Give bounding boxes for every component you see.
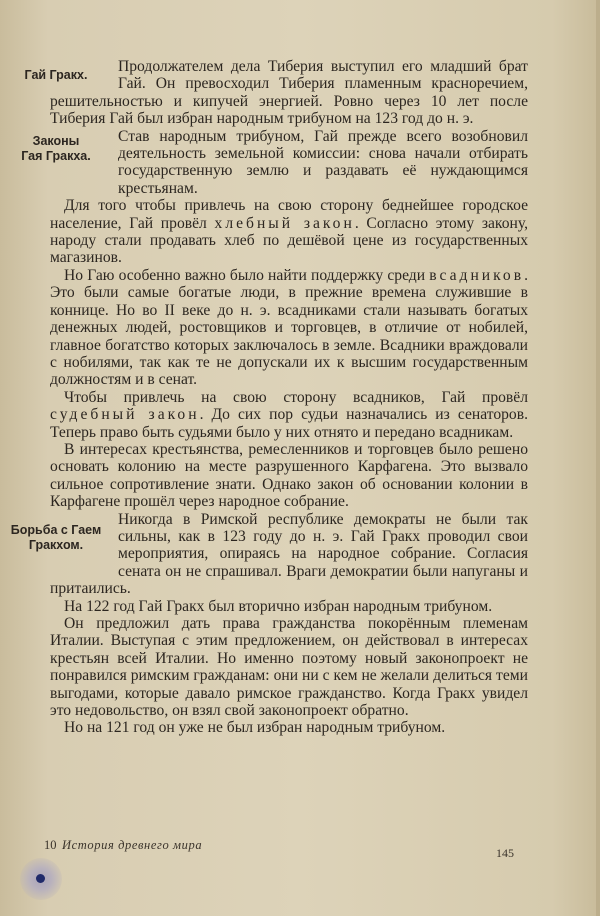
text-fragment: Для того чтобы привлечь на свою сторону беднейшее городское население, Гай провёл bbox=[50, 197, 528, 232]
library-stamp bbox=[20, 858, 62, 900]
paragraph-text: Продолжателем дела Тиберия выступил его младший брат Гай. Он превосходил Тиберия пламенным красноречием, решительностью и кипучей энергией. Ровно через 10 лет после Тиберия Гай был избран народным трибуном на 123 год до н. э. bbox=[50, 58, 528, 128]
margin-note-laws-line2: Гая Гракха. bbox=[21, 148, 91, 163]
text-fragment: . Согласно этому закону, народу стали продавать хлеб по дешёвой цене из государственных магазинов. bbox=[50, 214, 528, 267]
paragraph-grain-law bbox=[50, 197, 528, 267]
text-fragment: Но Гаю особенно важно было найти поддержку среди bbox=[64, 266, 430, 284]
main-text bbox=[10, 58, 528, 737]
term-equites: всадников bbox=[429, 266, 525, 284]
margin-note-struggle-line1: Борьба с Гаем bbox=[10, 522, 102, 537]
paragraph-not-elected: Но на 121 год он уже не был избран народным трибуном. bbox=[64, 719, 446, 737]
paragraph-struggle bbox=[10, 510, 528, 598]
page-number: 145 bbox=[496, 846, 514, 860]
paragraph-gai-grakh bbox=[24, 58, 528, 128]
paragraph-second-term: На 122 год Гай Гракх был вторично избран народным трибуном. bbox=[64, 597, 493, 615]
text-fragment: . Это были самые богатые люди, в прежние времена служившие в коннице. Но во II веке до н. э. всадниками стали называть богатых денежных людей, ростовщиков и торговцев, в отличие от нобилей, главное богатство которых заключалось в земле. Всадники враждовали с нобилями, так как те не допускали их к высшим государственным должностям и в сенат. bbox=[50, 266, 528, 389]
margin-note-laws bbox=[0, 134, 112, 186]
text-fragment: Чтобы привлечь на свою сторону всадников, Гай провёл bbox=[64, 388, 528, 406]
paragraph-judicial-law bbox=[50, 389, 528, 441]
paragraph-equites bbox=[50, 267, 528, 389]
paragraph-laws bbox=[21, 127, 528, 198]
paragraph-text: Никогда в Римской республике демократы не были так сильны, как в 123 году до н. э. Гай Гракх проводил свои мероприятия, опираясь на народное собрание. Согласия сената он не спрашивал. Враги демократии были напуганы и притаились. bbox=[50, 510, 528, 598]
term-grain-law: хлебный закон bbox=[214, 214, 355, 232]
stamp-ink-dot bbox=[36, 874, 45, 883]
page-edge bbox=[596, 0, 600, 916]
margin-note-laws-line1: Законы bbox=[32, 133, 80, 148]
signature-number: 10 bbox=[44, 838, 57, 852]
margin-note-struggle bbox=[0, 523, 112, 577]
text-fragment: . До сих пор судьи назначались из сенаторов. Теперь право быть судьями было у них отнято и передано всадникам. bbox=[50, 406, 528, 441]
signature-title: История древнего мира bbox=[62, 838, 203, 852]
margin-note-struggle-line2: Гракхом. bbox=[28, 537, 84, 552]
paragraph-carthage-colony: В интересах крестьянства, ремесленников и торговцев было решено основать колонию на месте разрушенного Карфагена. Это вызвало сильное сопротивление знати. Однако закон об основании колонии в Карфагене прошёл через народное собрание. bbox=[50, 440, 528, 511]
paragraph-text: Став народным трибуном, Гай прежде всего возобновил деятельность земельной комиссии: снова начали отбирать государственную землю и раздавать её нуждающимся крестьянам. bbox=[118, 127, 528, 197]
term-judicial-law: судебный закон bbox=[50, 406, 200, 424]
paragraph-citizenship: Он предложил дать права гражданства покорённым племенам Италии. Выступая с этим предложением, он действовал в интересах крестьян всей Италии. Но именно поэтому новый законопроект не понравился римским гражданам: они ни с кем не желали делиться теми выгодами, которые давало римское гражданство. Когда Гракх увидел это недовольство, он взял свой законопроект обратно. bbox=[50, 615, 528, 720]
margin-note-gai-grakh: Гай Гракх. bbox=[24, 68, 88, 82]
